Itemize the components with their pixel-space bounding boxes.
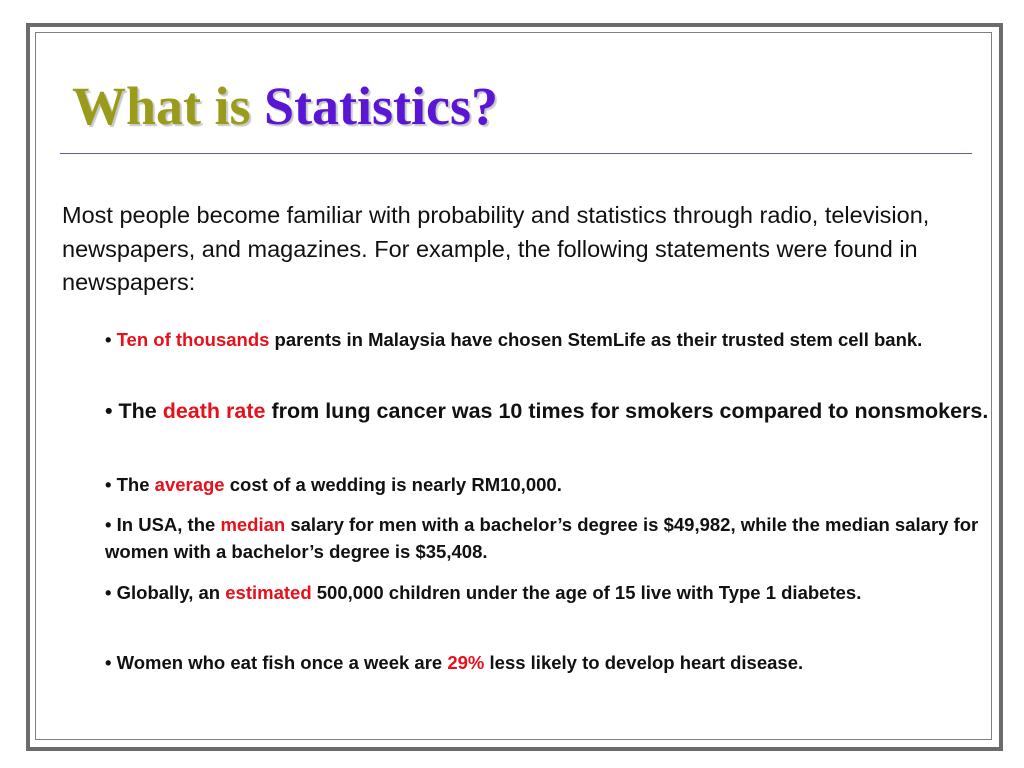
bullet-text-after: cost of a wedding is nearly RM10,000. [224, 474, 562, 495]
bullet-marker: • [105, 582, 117, 603]
highlight-term: 29% [447, 652, 485, 673]
bullet-marker: • [105, 474, 117, 495]
title-part-statistics: Statistics? [264, 76, 499, 136]
bullet-text-before: The [116, 474, 155, 495]
bullet-text-before: The [118, 399, 163, 423]
bullet-marker: • [105, 399, 119, 423]
bullet-text-after: salary for men with a bachelor’s degree is $49,982, while the median salary for women with a bachelor’s degree is $35,408. [105, 514, 979, 562]
bullet-marker: • [105, 652, 117, 673]
highlight-term: median [220, 514, 286, 535]
bullet-text-after: from lung cancer was 10 times for smokers compared to nonsmokers. [265, 399, 989, 423]
title-divider [60, 153, 972, 154]
bullet-text-before: In USA, the [116, 514, 221, 535]
bullet-text-after: less likely to develop heart disease. [484, 652, 804, 673]
bullet-text-before: Women who eat fish once a week are [116, 652, 448, 673]
list-item [105, 326, 985, 353]
list-item [105, 649, 985, 676]
highlight-term: estimated [225, 582, 312, 603]
slide-title [72, 73, 498, 139]
list-item [105, 579, 985, 606]
highlight-term: average [154, 474, 225, 495]
list-item [105, 396, 993, 426]
bullet-text-before: Globally, an [116, 582, 226, 603]
bullet-marker: • [105, 329, 117, 350]
highlight-term: Ten of thousands [116, 329, 270, 350]
bullet-text-after: 500,000 children under the age of 15 live with Type 1 diabetes. [311, 582, 862, 603]
intro-paragraph: Most people become familiar with probability and statistics through radio, television, newspapers, and magazines. For example, the following statements were found in newspapers: [62, 202, 930, 295]
list-item [105, 471, 985, 498]
bullet-marker: • [105, 514, 117, 535]
bullet-text-after: parents in Malaysia have chosen StemLife as their trusted stem cell bank. [269, 329, 923, 350]
highlight-term: death rate [162, 399, 266, 423]
list-item [105, 511, 985, 565]
title-part-what-is: What is [72, 76, 265, 136]
